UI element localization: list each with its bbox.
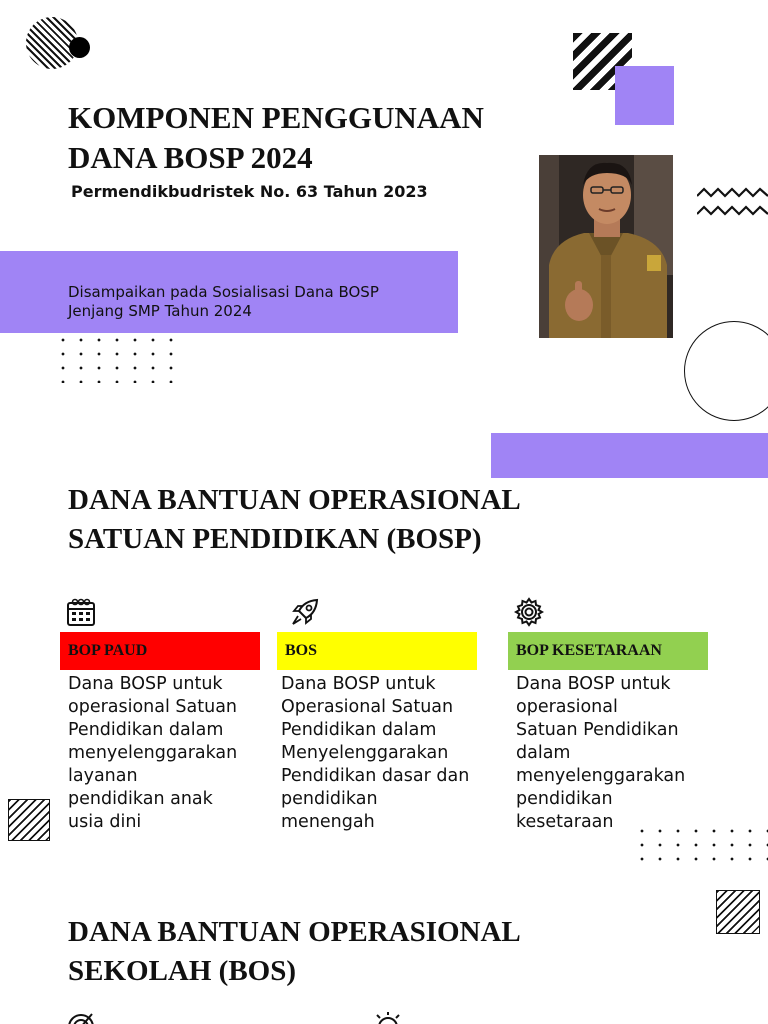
speaker-photo — [539, 155, 673, 338]
hatched-square-decoration-right — [716, 890, 760, 934]
section-heading-bosp — [68, 481, 628, 559]
zigzag-decoration — [697, 186, 768, 220]
page-title-line1: KOMPONEN PENGGUNAAN — [68, 100, 484, 135]
section-heading-bos-line2: SEKOLAH (BOS) — [68, 955, 297, 987]
page-title — [68, 98, 548, 178]
band-text-line1: Disampaikan pada Sosialisasi Dana BOSP — [68, 283, 379, 301]
hatched-square-decoration-left — [8, 799, 50, 841]
dot-grid-decoration — [54, 333, 180, 383]
section-heading-bos — [68, 913, 628, 991]
section-heading-bosp-line2: SATUAN PENDIDIKAN (BOSP) — [68, 523, 482, 555]
section-heading-bos-line1: DANA BANTUAN OPERASIONAL — [68, 916, 521, 948]
band-text-line2: Jenjang SMP Tahun 2024 — [68, 302, 252, 320]
purple-bar-decoration — [491, 433, 768, 478]
category-description-bop-paud: Dana BOSP untuk operasional Satuan Pendidikan dalam menyelenggarakan layanan pendidikan anak usia dini — [68, 674, 238, 832]
rocket-icon — [290, 597, 320, 627]
lightbulb-icon — [373, 1012, 403, 1024]
category-description-bos: Dana BOSP untuk Operasional Satuan Pendidikan dalam Menyelenggarakan Pendidikan dasar dan pendidikan menengah — [281, 674, 470, 832]
page-title-line2: DANA BOSP 2024 — [68, 140, 313, 175]
category-label-bop-paud: BOP PAUD — [60, 632, 260, 670]
category-label-bos: BOS — [277, 632, 477, 670]
calendar-icon — [66, 597, 96, 627]
target-icon — [66, 1012, 96, 1024]
band-text — [68, 283, 379, 321]
section-heading-bosp-line1: DANA BANTUAN OPERASIONAL — [68, 484, 521, 516]
category-label-bop-kesetaraan: BOP KESETARAAN — [508, 632, 708, 670]
category-description-bop-kesetaraan: Dana BOSP untuk operasional Satuan Pendidikan dalam menyelenggarakan pendidikan kesetaraan — [516, 674, 686, 832]
gear-icon — [514, 597, 544, 627]
circle-outline-decoration — [684, 321, 768, 421]
regulation-subtitle: Permendikbudristek No. 63 Tahun 2023 — [71, 182, 428, 201]
black-dot-decoration — [69, 37, 90, 58]
purple-square-decoration — [615, 66, 674, 125]
